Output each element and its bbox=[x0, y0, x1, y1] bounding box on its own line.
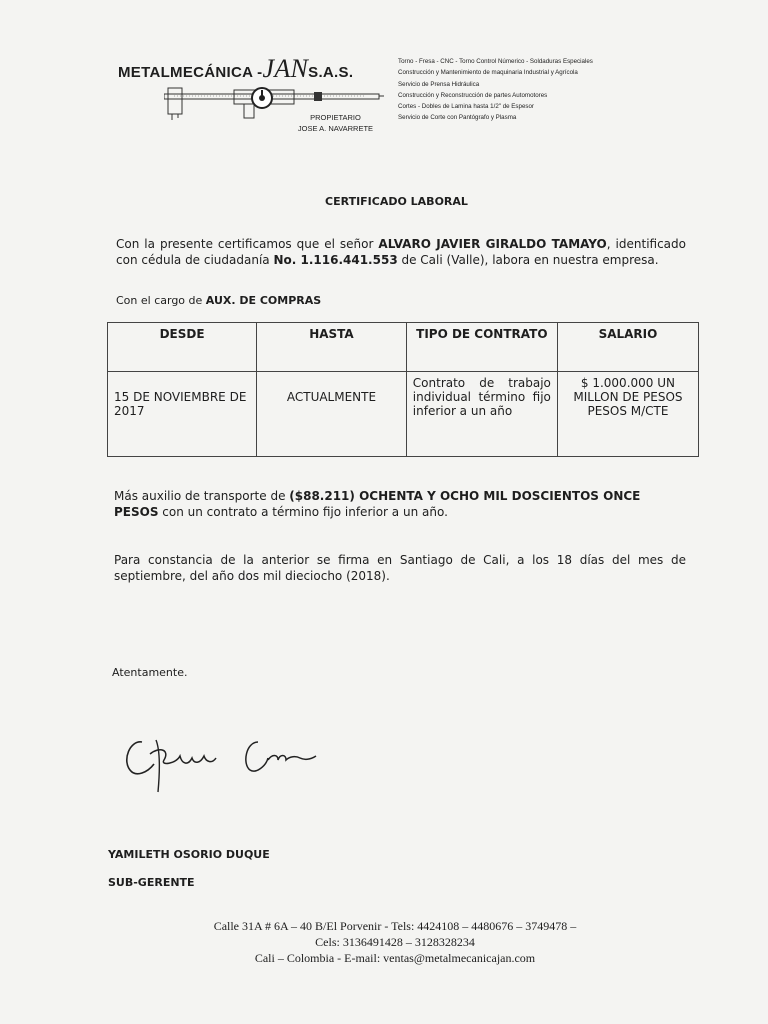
cell-tipo: Contrato de trabajo individual término fijo inferior a un año bbox=[406, 372, 557, 457]
letterhead bbox=[118, 48, 648, 148]
header-desde: DESDE bbox=[108, 323, 257, 372]
id-number: No. 1.116.441.553 bbox=[273, 253, 398, 267]
service-item: Servicio de Corte con Pantógrafo y Plasma bbox=[398, 114, 517, 122]
contract-table bbox=[107, 322, 699, 457]
services-list bbox=[398, 56, 658, 124]
footer-cels: Cels: 3136491428 – 3128328234 bbox=[315, 935, 475, 949]
service-item: Torno - Fresa - CNC - Torno Control Númerico - Soldaduras Especiales bbox=[398, 58, 593, 65]
intro-text-2: , identificado con cédula de ciudadanía bbox=[116, 237, 686, 267]
table-row bbox=[108, 372, 699, 457]
owner-name: JOSE A. NAVARRETE bbox=[297, 124, 374, 133]
company-brand: JAN bbox=[262, 54, 309, 83]
header-tipo: TIPO DE CONTRATO bbox=[406, 323, 557, 372]
cargo-prefix: Con el cargo de bbox=[116, 294, 206, 307]
table-header-row bbox=[108, 323, 699, 372]
cargo-value: AUX. DE COMPRAS bbox=[205, 294, 322, 307]
service-item: Construcción y Mantenimiento de maquinaria Industrial y Agrícola bbox=[398, 69, 578, 77]
footer-address: Calle 31A # 6A – 40 B/El Porvenir - Tels: 4424108 – 4480676 – 3749478 – bbox=[213, 919, 577, 933]
handwritten-signature bbox=[120, 720, 320, 800]
intro-text-3: de Cali (Valle), labora en nuestra empresa. bbox=[397, 253, 659, 267]
closing-text: Atentamente. bbox=[112, 666, 188, 679]
transport-suffix: con un contrato a término fijo inferior a un año. bbox=[158, 505, 448, 519]
intro-paragraph bbox=[116, 236, 686, 268]
transport-prefix: Más auxilio de transporte de bbox=[114, 489, 290, 503]
cell-salario: $ 1.000.000 UN MILLON DE PESOS PESOS M/CTE bbox=[557, 372, 698, 457]
footer bbox=[185, 918, 605, 966]
cell-desde: 15 DE NOVIEMBRE DE 2017 bbox=[108, 372, 257, 457]
owner-block bbox=[278, 112, 393, 134]
transport-paragraph bbox=[114, 488, 686, 520]
service-item: Construcción y Reconstrucción de partes Automotores bbox=[398, 91, 548, 99]
signer-role: SUB-GERENTE bbox=[108, 876, 195, 889]
employee-name: ALVARO JAVIER GIRALDO TAMAYO bbox=[378, 237, 607, 251]
owner-label: PROPIETARIO bbox=[310, 113, 361, 122]
intro-text-1: Con la presente certificamos que el señor bbox=[116, 237, 379, 251]
header-hasta: HASTA bbox=[257, 323, 407, 372]
service-item: Cortes - Dobles de Lamina hasta 1/2" de Espesor bbox=[398, 103, 534, 111]
signer-name: YAMILETH OSORIO DUQUE bbox=[108, 848, 270, 861]
header-salario: SALARIO bbox=[557, 323, 698, 372]
cell-hasta: ACTUALMENTE bbox=[257, 372, 407, 457]
company-suffix: S.A.S. bbox=[308, 64, 354, 81]
constancia-paragraph: Para constancia de la anterior se firma en Santiago de Cali, a los 18 días del mes de septiembre, del año dos mil dieciocho (2018). bbox=[114, 553, 686, 583]
transport-amount: ($88.211) OCHENTA Y OCHO MIL DOSCIENTOS ONCE PESOS bbox=[114, 489, 641, 519]
company-prefix: METALMECÁNICA - bbox=[118, 64, 263, 81]
service-item: Servicio de Prensa Hidráulica bbox=[398, 80, 480, 88]
cargo-line bbox=[116, 294, 321, 307]
document-title: CERTIFICADO LABORAL bbox=[325, 195, 468, 208]
footer-email: Cali – Colombia - E-mail: ventas@metalmecanicajan.com bbox=[254, 951, 536, 965]
